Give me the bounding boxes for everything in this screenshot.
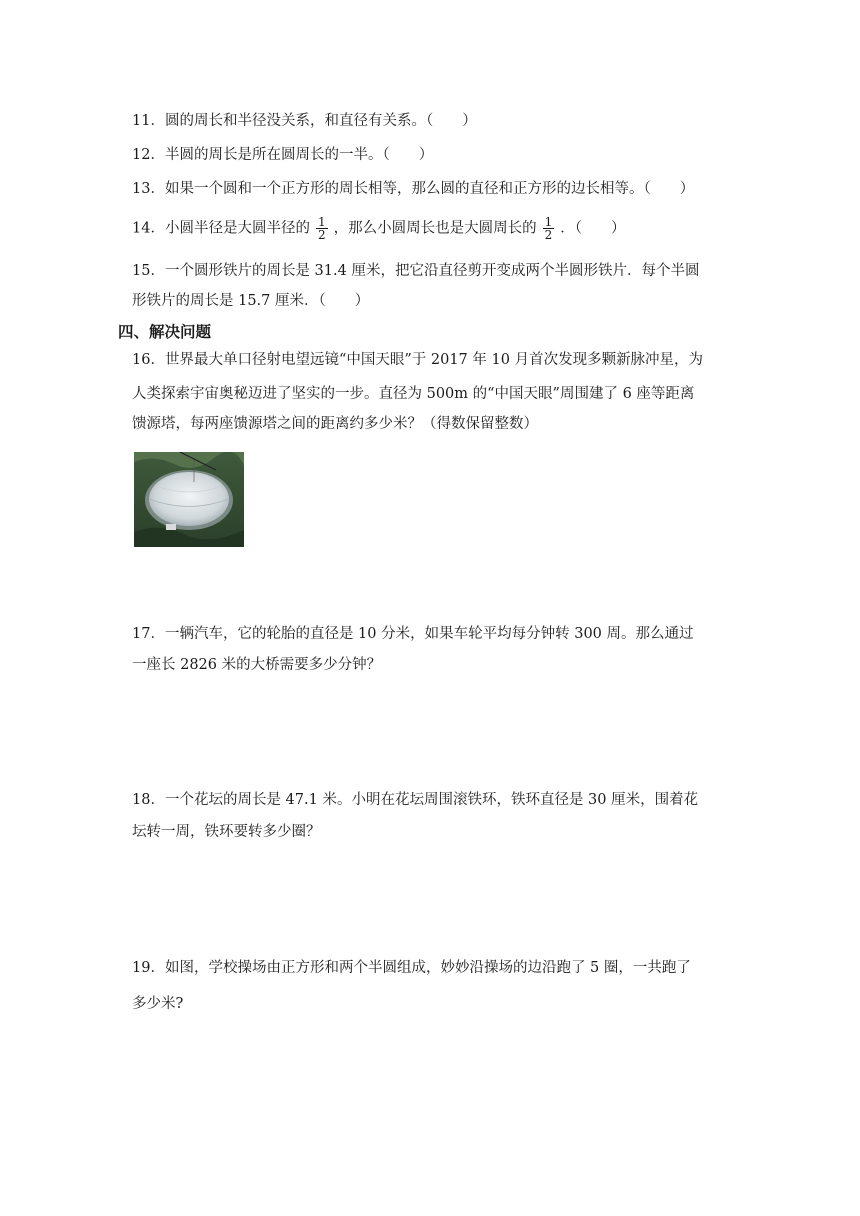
question-19-line-2: 多少米? — [132, 996, 184, 1012]
question-17-line-2: 一座长 2826 米的大桥需要多少分钟？ — [132, 657, 382, 673]
question-16-line-3: 馈源塔，每两座馈源塔之间的距离约多少米？（得数保留整数） — [132, 416, 538, 432]
question-17-line-1: 17．一辆汽车，它的轮胎的直径是 10 分米，如果车轮平均每分钟转 300 周。那么通过 — [132, 626, 694, 642]
fraction-one-half-2 — [543, 216, 555, 241]
fraction-denominator: 2 — [544, 228, 553, 242]
question-18-line-2: 坛转一周，铁环要转多少圈？ — [132, 824, 321, 840]
question-15-line-2: 形铁片的周长是 15.7 厘米．（ ） — [132, 293, 370, 309]
question-14-text-2: ，那么小圆周长也是大圆周长的 — [333, 220, 537, 237]
question-14-text-3: ．（ ） — [560, 220, 626, 237]
question-16-line-1: 16．世界最大单口径射电望远镜“中国天眼”于 2017 年 10 月首次发现多颗新脉冲星，为 — [132, 352, 704, 368]
fraction-numerator: 1 — [317, 215, 326, 229]
question-15-line-1: 15．一个圆形铁片的周长是 31.4 厘米，把它沿直径剪开变成两个半圆形铁片．每个半圆 — [132, 263, 700, 279]
question-13: 13．如果一个圆和一个正方形的周长相等，那么圆的直径和正方形的边长相等。（ ） — [132, 181, 695, 197]
question-14-text-1: 14．小圆半径是大圆半径的 — [132, 220, 310, 237]
question-16-line-2: 人类探索宇宙奥秘迈进了坚实的一步。直径为 500m 的“中国天眼”周围建了 6 座等距离 — [132, 386, 695, 402]
question-19-line-1: 19．如图，学校操场由正方形和两个半圆组成，妙妙沿操场的边沿跑了 5 圈，一共跑了 — [132, 960, 691, 976]
question-14 — [132, 216, 732, 241]
fraction-denominator: 2 — [317, 228, 326, 242]
telescope-photo — [134, 452, 244, 547]
fraction-one-half — [316, 216, 328, 241]
fraction-numerator: 1 — [544, 215, 553, 229]
question-12: 12．半圆的周长是所在圆周长的一半。（ ） — [132, 147, 434, 163]
question-18-line-1: 18．一个花坛的周长是 47.1 米。小明在花坛周围滚铁环，铁环直径是 30 厘米，围着花 — [132, 792, 699, 808]
section-heading: 四、解决问题 — [118, 323, 212, 341]
question-11: 11．圆的周长和半径没关系，和直径有关系。（ ） — [132, 113, 477, 129]
